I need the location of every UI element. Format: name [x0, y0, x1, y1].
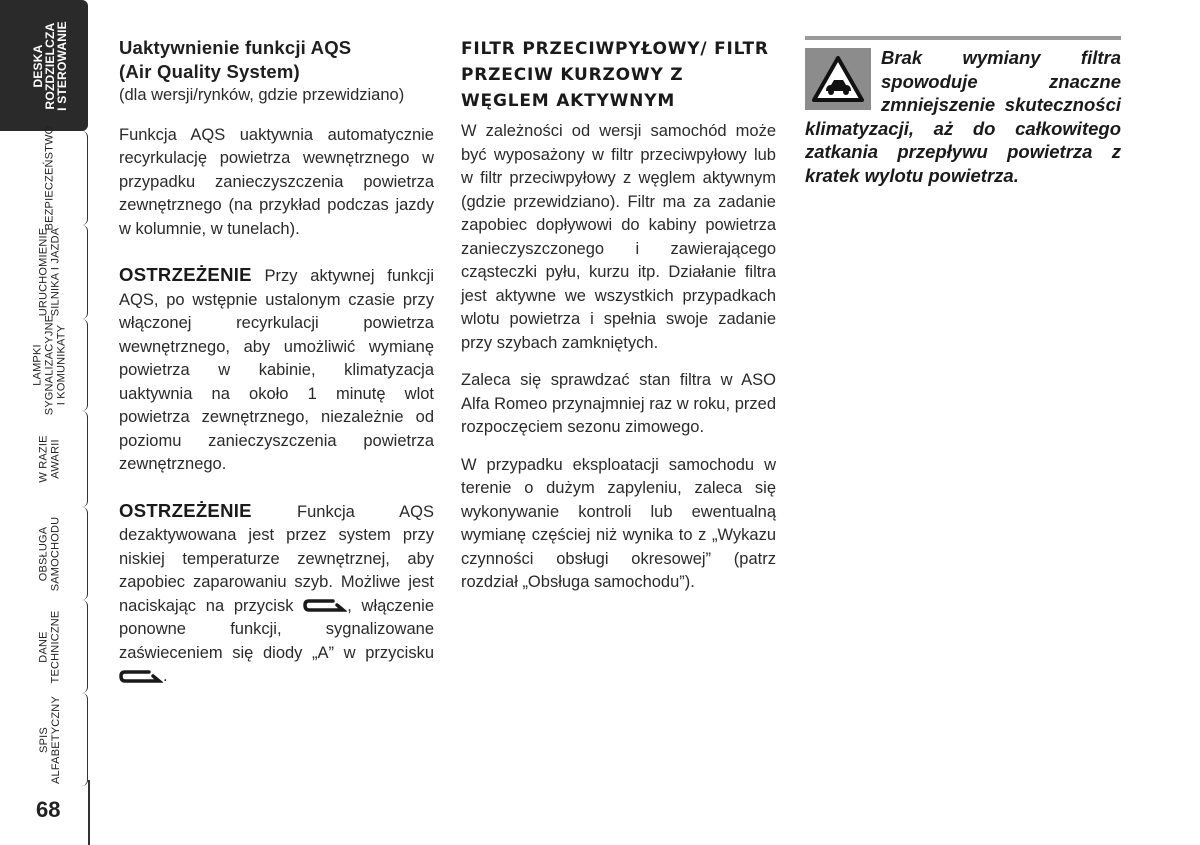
warning-text: .	[163, 667, 168, 685]
warning-text: , włączenie ponowne funkcji, sygnalizowane zaświeceniem się diody „A” w przycisku	[119, 596, 435, 662]
sidebar-edge-line	[88, 780, 90, 845]
recirculation-button-icon	[303, 597, 347, 615]
tab-deska-rozdzielcza[interactable]	[0, 0, 88, 131]
caution-rule	[805, 36, 1121, 40]
warning-paragraph	[119, 499, 434, 689]
section-title-line: (Air Quality System)	[119, 61, 300, 82]
tab-label: BEZPIECZEŃSTWO	[43, 125, 56, 231]
tab-label: LAMPKI SYGNALIZACYJNE I KOMUNIKATY	[31, 314, 68, 416]
column-aqs	[119, 36, 434, 703]
tab-spis-alfabetyczny[interactable]	[0, 693, 88, 786]
tab-label: OBSŁUGA SAMOCHODU	[37, 516, 62, 591]
tab-label: DESKA ROZDZIELCZA I STEROWANIE	[30, 20, 69, 111]
tab-uruchomienie[interactable]	[0, 225, 88, 319]
tab-bezpieczenstwo[interactable]	[0, 125, 88, 231]
paragraph: W zależności od wersji samochód może być wyposażony w filtr przeciwpyłowy lub w filtr przeciwpyłowy z węglem aktywnym (gdzie przewidziano). Filtr ma za zadanie zapobiec dopływowi do kabiny powietrza zanieczyszczonego i zawierającego cząsteczki pyłu, kurzu itp. Działanie filtra jest aktywne we wszystkich przypadkach wlotu powietrza i spełnia swoje zadanie przy szybach zamkniętych.	[461, 122, 776, 352]
paragraph: Funkcja AQS uaktywnia automatycznie recyrkulację powietrza wewnętrznego w przypadku zanieczyszczenia powietrza zewnętrznego (na przykład podczas jazdy w kolumnie, w tunelach).	[119, 125, 434, 238]
warning-text: Przy aktywnej funkcji AQS, po wstępnie ustalonym czasie przy włączonej recyrkulacji powietrza wewnętrznego, aby umożliwić wymianę powietrza w kabinie, klimatyzacja uaktywnia na około 1 minutę wlot powietrza zewnętrznego, niezależnie od poziomu zanieczyszczenia powietrza zewnętrznego.	[119, 267, 434, 473]
section-title-line: Uaktywnienie funkcji AQS	[119, 37, 352, 58]
recirculation-button-icon	[119, 668, 163, 686]
car-warning-triangle-icon	[805, 48, 871, 110]
warning-label: OSTRZEŻENIE	[119, 264, 252, 285]
chapter-sidebar	[0, 0, 92, 845]
section-subtitle: (dla wersji/rynków, gdzie przewidziano)	[119, 86, 405, 104]
caution-text: Brak wymiany filtra spowoduje znaczne zmniejszenie skuteczności klimatyzacji, aż do całkowitego zatkania przepływu powietrza z kratek wylotu powietrza.	[805, 47, 1121, 186]
tab-label: URUCHOMIENIE SILNIKA I JAZDA	[37, 227, 62, 317]
column-filter	[461, 36, 776, 609]
page-number: 68	[36, 797, 61, 822]
section-title	[119, 36, 434, 84]
warning-label: OSTRZEŻENIE	[119, 499, 252, 521]
paragraph: W przypadku eksploatacji samochodu w terenie o dużym zapyleniu, zaleca się wykonywanie kontroli lub ewentualną wymianę częściej niż wynika to z „Wykazu czynności obsługi okresowej” (patrz rozdział „Obsługa samochodu”).	[461, 455, 776, 591]
tab-label: W RAZIE AWARII	[37, 435, 62, 483]
tab-lampki[interactable]	[0, 314, 88, 416]
column-caution	[805, 36, 1121, 187]
tab-label: DANE TECHNICZNE	[37, 610, 62, 683]
warning-text: Funkcja AQS dezaktywowana jest przez system przy niskiej temperaturze zewnętrznej, aby zapobiec zaparowaniu szyb. Możliwe jest naciskając na przycisk	[119, 502, 434, 615]
warning-paragraph	[119, 263, 434, 477]
tab-w-razie-awarii[interactable]	[0, 411, 88, 507]
tab-label: SPIS ALFABETYCZNY	[37, 695, 62, 784]
tab-dane-techniczne[interactable]	[0, 600, 88, 693]
paragraph: Zaleca się sprawdzać stan filtra w ASO Alfa Romeo przynajmniej raz w roku, przed rozpoczęciem sezonu zimowego.	[461, 371, 776, 436]
section-heading: FILTR PRZECIWPYŁOWY/ FILTR PRZECIW KURZOWY Z WĘGLEM AKTYWNYM	[461, 39, 769, 111]
tab-obsluga[interactable]	[0, 507, 88, 600]
